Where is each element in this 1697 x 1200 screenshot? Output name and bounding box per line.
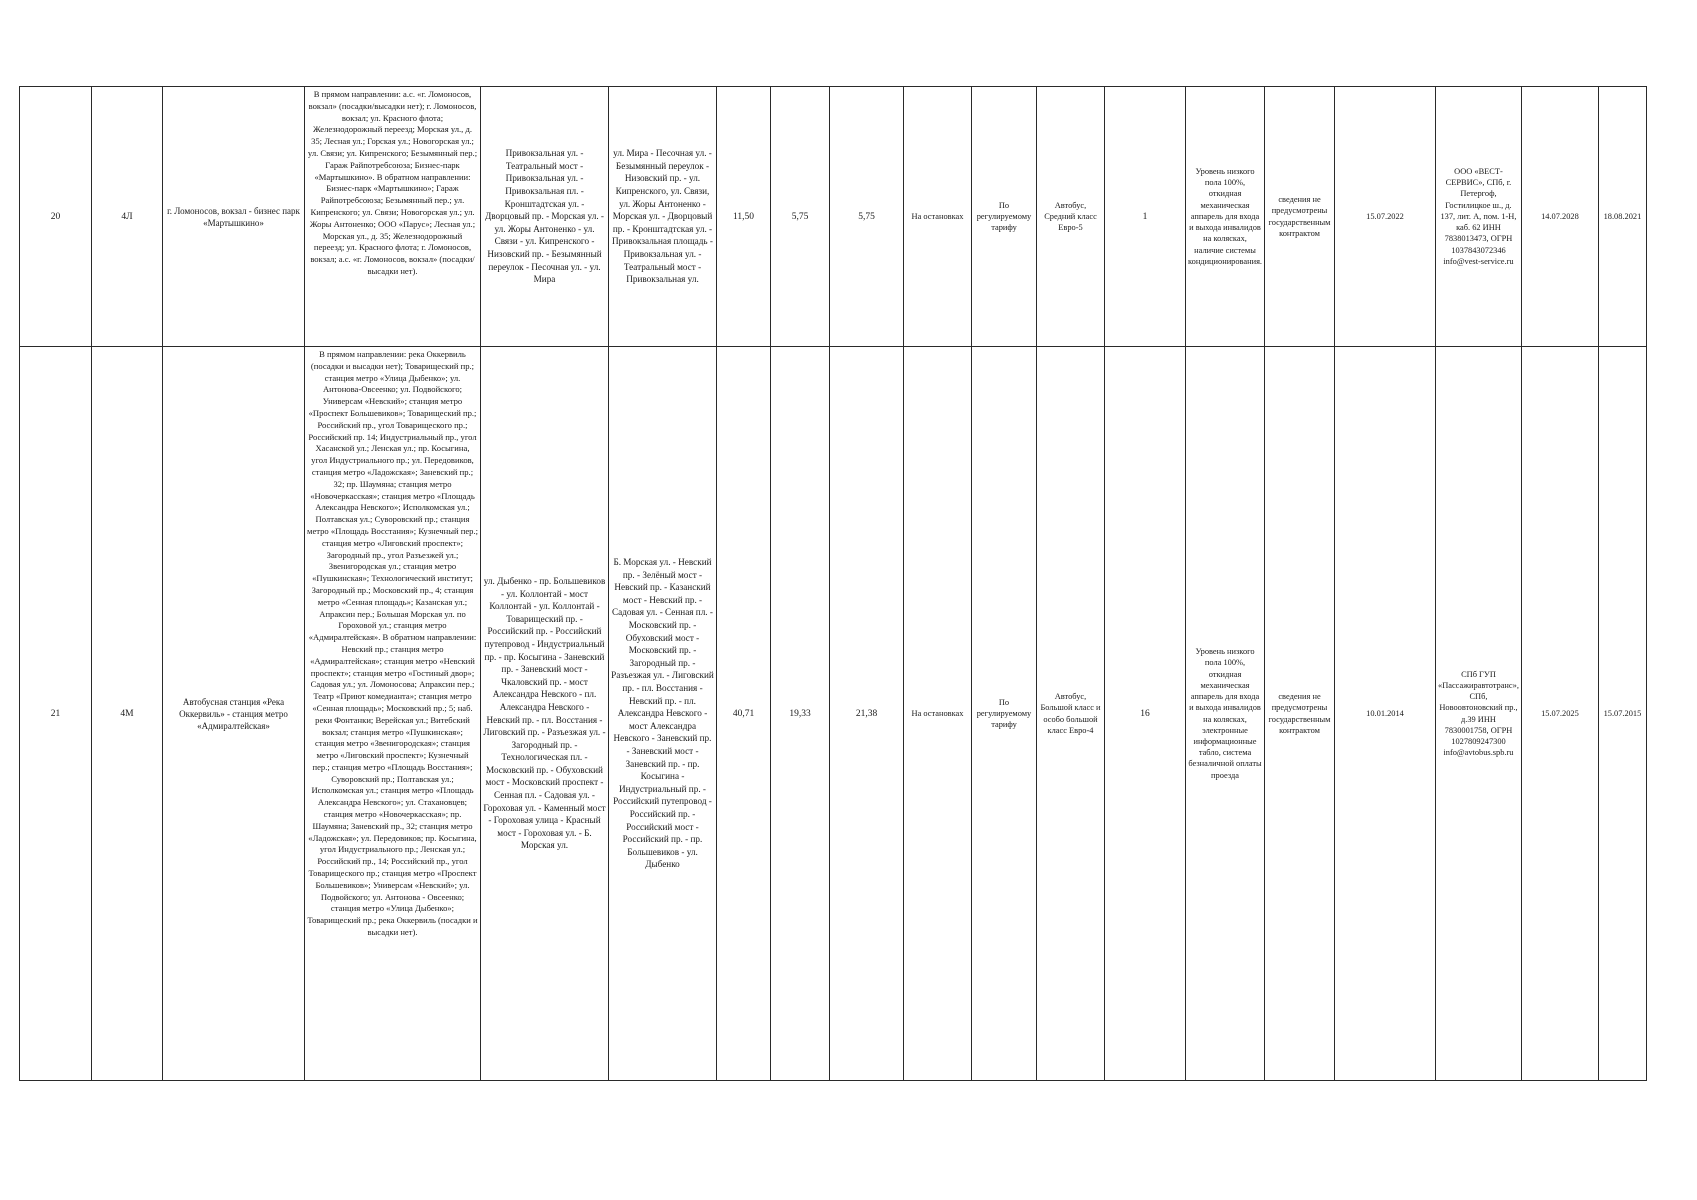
carrier-info: СПб ГУП «Пассажиравтотранс», СПб, Новоовтоновский пр., д.39 ИНН 7830001758, ОГРН 1027809247300 info@avtobus.spb.ru (1436, 347, 1522, 1081)
carrier-info: ООО «ВЕСТ-СЕРВИС», СПб, г. Петергоф, Гостилицкое ш., д. 137, лит. А, пом. 1-Н, каб. 62 ИНН 7838013473, ОГРН 1037843072346 info@vest-service.ru (1436, 87, 1522, 347)
start-date: 15.07.2022 (1335, 87, 1436, 347)
tariff-type: По регулируемому тарифу (972, 347, 1037, 1081)
stop-mode: На остановках (904, 87, 972, 347)
reg-date: 18.08.2021 (1598, 87, 1646, 347)
route-name: г. Ломоносов, вокзал - бизнес парк «Мартышкино» (163, 87, 305, 347)
vehicle-features: Уровень низкого пола 100%, откидная механическая аппарель для входа и выхода инвалидов на колясках, электронные информационные табло, система безналичной оплаты проезда (1186, 347, 1265, 1081)
length-back: 21,38 (830, 347, 904, 1081)
streets-forward: Привокзальная ул. - Театральный мост - Привокзальная ул. - Привокзальная пл. - Кронштадтская ул. - Дворцовый пр. - Морская ул. - ул. Жоры Антоненко - ул. Связи - ул. Кипренского - Низовский пр. - Безымянный переулок - Песочная ул. - ул. Мира (481, 87, 609, 347)
route-stops: В прямом направлении: река Оккервиль (посадки и высадки нет); Товарищеский пр.; станция метро «Улица Дыбенко»; ул. Антонова-Овсеенко; ул. Подвойского; Универсам «Невский»; станция метро «Проспект Большевиков»; Товарищеский пр.; Российский пр., угол Товарищеского пр.; Российский пр. 14; Индустриальный пр., угол Хасанской ул.; Ленская ул.; пр. Косыгина, угол Индустриального пр.; ул. Передовиков, станция метро «Ладожская»; Заневский пр.; 32; пр. Шаумяна; станция метро «Новочеркасская»; станция метро «Площадь Александра Невского»; Исполкомская ул.; Полтавская ул.; Суворовский пр.; станция метро «Площадь Восстания»; Кузнечный пер.; станция метро «Лиговский проспект»; Загородный пр., угол Разъезжей ул.; Звенигородская ул.; станция метро «Пушкинская»; Технологический институт; Загородный пр.; Московский пр., 4; станция метро «Сенная площадь»; Казанская ул.; Апраксин пер.; Большая Морская ул. по Гороховой ул.; станция метро «Адмиралтейская». В обратном направлении: Невский пр.; станция метро «Адмиралтейская»; станция метро «Невский проспект»; станция метро «Гостиный двор»; Садовая ул.; ул. Ломоносова; Апраксин пер.; Театр «Приют комедианта»; станция метро «Сенная площадь»; Московский пр.; 5; наб. реки Фонтанки; Верейская ул.; Витебский вокзал; станция метро «Пушкинская»; станция метро «Звенигородская»; станция метро «Лиговский проспект»; Кузнечный пер.; станция метро «Площадь Восстания»; Суворовский пр.; Полтавская ул.; Исполкомская ул.; станция метро «Площадь Александра Невского»; ул. Стахановцев; станция метро «Новочеркасская»; пр. Шаумяна; Заневский пр., 32; станция метро «Ладожская»; ул. Передовиков; пр. Косыгина, угол Индустриального пр.; Ленская ул.; Российский пр., 14; Российский пр., угол Товарищеского пр.; станция метро «Проспект Большевиков»; Универсам «Невский»; ул. Подвойского; ул. Антонова - Овсеенко; станция метро «Улица Дыбенко»; Товарищеский пр.; река Оккервиль (посадки и высадки нет). (305, 347, 481, 1081)
vehicle-features: Уровень низкого пола 100%, откидная механическая аппарель для входа и выхода инвалидов на колясках, наличие системы кондиционирования. (1186, 87, 1265, 347)
vehicle-count: 1 (1105, 87, 1186, 347)
length-total: 40,71 (717, 347, 771, 1081)
streets-forward: ул. Дыбенко - пр. Большевиков - ул. Коллонтай - мост Коллонтай - ул. Коллонтай - Товарищеский пр. - Российский пр. - Российский путепровод - Индустриальный пр. - пр. Косыгина - Заневский пр. - Заневский мост - Чкаловский пр. - мост Александра Невского - пл. Александра Невского - Невский пр. - пл. Восстания - Лиговский пр. - Разъезжая ул. - Загородный пр. - Технологическая пл. - Московский пр. - Обуховский мост - Московский проспект - Сенная пл. - Садовая ул. - Гороховая ул. - Каменный мост - Гороховая улица - Красный мост - Гороховая ул. - Б. Морская ул. (481, 347, 609, 1081)
vehicle-count: 16 (1105, 347, 1186, 1081)
end-date: 14.07.2028 (1521, 87, 1598, 347)
route-name: Автобусная станция «Река Оккервиль» - станция метро «Адмиралтейская» (163, 347, 305, 1081)
registry-table (19, 86, 1647, 1081)
reg-date: 15.07.2015 (1598, 347, 1646, 1081)
streets-back: ул. Мира - Песочная ул. - Безымянный переулок - Низовский пр. - ул. Кипренского, ул. Связи, ул. Жоры Антоненко - Морская ул. - Дворцовый пр. - Кронштадтская ул. - Привокзальная площадь - Привокзальная ул. - Театральный мост - Привокзальная ул. (609, 87, 717, 347)
length-back: 5,75 (830, 87, 904, 347)
streets-back: Б. Морская ул. - Невский пр. - Зелёный мост - Невский пр. - Казанский мост - Невский пр. - Садовая ул. - Сенная пл. - Московский пр. - Обуховский мост - Московский пр. - Загородный пр. - Разъезжая ул. - Лиговский пр. - пл. Восстания - Невский пр. - пл. Александра Невского - мост Александра Невского - Заневский пр. - Заневский мост - Заневский пр. - пр. Косыгина - Индустриальный пр. - Российский путепровод - Российский пр. - Российский мост - Российский пр. - пр. Большевиков - ул. Дыбенко (609, 347, 717, 1081)
contract-info: сведения не предусмотрены государственным контрактом (1265, 87, 1335, 347)
route-number: 4Л (92, 87, 163, 347)
route-number: 4М (92, 347, 163, 1081)
stop-mode: На остановках (904, 347, 972, 1081)
table-row (20, 347, 1647, 1081)
table-row (20, 87, 1647, 347)
length-forward: 19,33 (771, 347, 830, 1081)
length-forward: 5,75 (771, 87, 830, 347)
vehicle-type: Автобус, Большой класс и особо большой класс Евро-4 (1037, 347, 1105, 1081)
length-total: 11,50 (717, 87, 771, 347)
contract-info: сведения не предусмотрены государственным контрактом (1265, 347, 1335, 1081)
row-number: 21 (20, 347, 92, 1081)
route-stops: В прямом направлении: а.с. «г. Ломоносов, вокзал» (посадки/высадки нет); г. Ломоносов, вокзал; ул. Красного флота; Железнодорожный переезд; Морская ул., д. 35; Лесная ул.; Горская ул.; Новогорская ул.; ул. Связи; ул. Кипренского; Безымянный пер.; Гараж Райпотребсоюза; Бизнес-парк «Мартышкино». В обратном направлении: Бизнес-парк «Мартышкино»; Гараж Райпотребсоюза; Безымянный пер.; ул. Кипренского; ул. Связи; Новогорская ул.; ул. Жоры Антоненко; ООО «Парус»; Лесная ул.; Морская ул., д. 35; Железнодорожный переезд; ул. Красного флота; г. Ломоносов, вокзал; а.с. «г. Ломоносов, вокзал» (посадки/высадки нет). (305, 87, 481, 347)
row-number: 20 (20, 87, 92, 347)
vehicle-type: Автобус, Средний класс Евро-5 (1037, 87, 1105, 347)
start-date: 10.01.2014 (1335, 347, 1436, 1081)
end-date: 15.07.2025 (1521, 347, 1598, 1081)
tariff-type: По регулируемому тарифу (972, 87, 1037, 347)
